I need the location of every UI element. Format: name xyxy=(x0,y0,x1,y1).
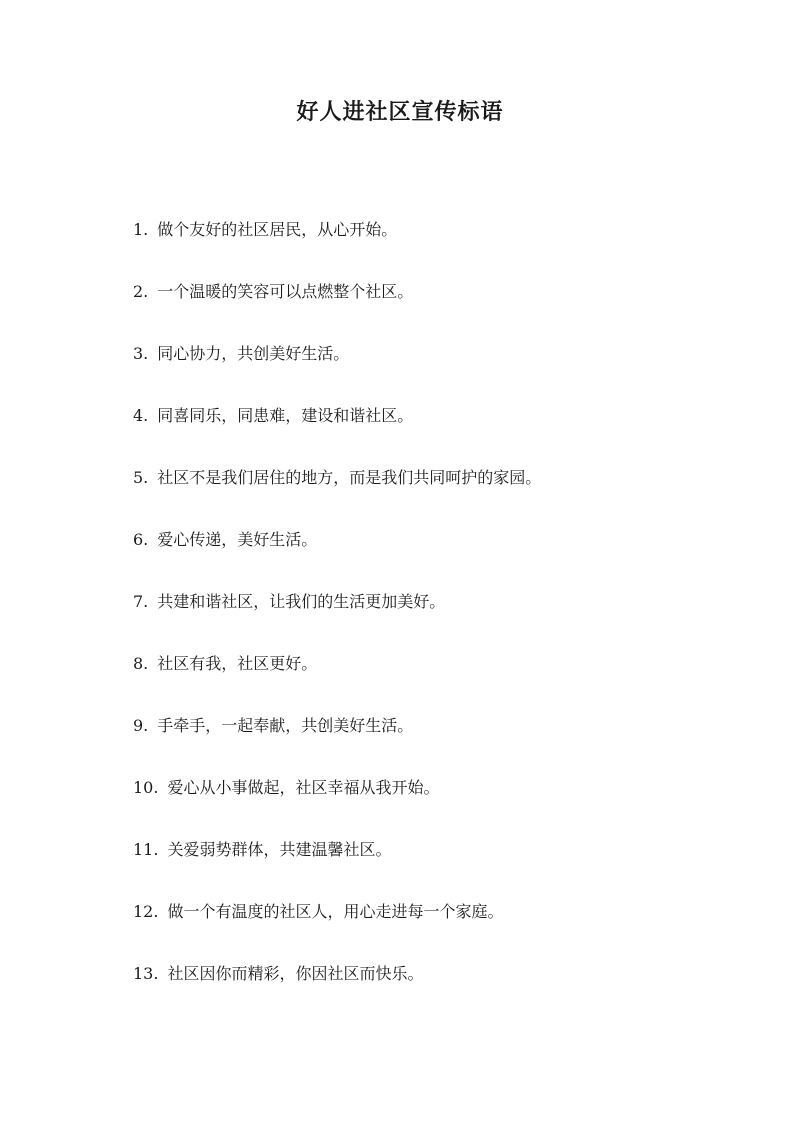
list-item xyxy=(133,646,753,708)
item-text: 社区因你而精彩，你因社区而快乐。 xyxy=(167,964,424,983)
list-item xyxy=(133,336,753,398)
item-text: 一个温暖的笑容可以点燃整个社区。 xyxy=(157,282,414,301)
item-number: 1. xyxy=(133,220,149,239)
item-number: 3. xyxy=(133,344,149,363)
list-item xyxy=(133,212,753,274)
list-item xyxy=(133,708,753,770)
item-text: 社区有我，社区更好。 xyxy=(157,654,318,673)
list-item xyxy=(133,274,753,336)
item-number: 4. xyxy=(133,406,149,425)
item-number: 7. xyxy=(133,592,149,611)
item-text: 爱心从小事做起，社区幸福从我开始。 xyxy=(167,778,440,797)
item-text: 关爱弱势群体，共建温馨社区。 xyxy=(167,840,392,859)
item-text: 爱心传递，美好生活。 xyxy=(157,530,318,549)
item-number: 13. xyxy=(133,964,159,983)
list-item xyxy=(133,460,753,522)
item-number: 9. xyxy=(133,716,149,735)
item-number: 8. xyxy=(133,654,149,673)
item-number: 6. xyxy=(133,530,149,549)
item-text: 同喜同乐，同患难，建设和谐社区。 xyxy=(157,406,414,425)
page-title: 好人进社区宣传标语 xyxy=(296,99,504,125)
item-number: 11. xyxy=(133,840,159,859)
item-text: 做一个有温度的社区人，用心走进每一个家庭。 xyxy=(167,902,504,921)
item-text: 共建和谐社区，让我们的生活更加美好。 xyxy=(157,592,446,611)
list-item xyxy=(133,770,753,832)
item-text: 做个友好的社区居民，从心开始。 xyxy=(157,220,398,239)
list-item xyxy=(133,398,753,460)
slogan-list xyxy=(133,212,753,1018)
item-text: 社区不是我们居住的地方，而是我们共同呵护的家园。 xyxy=(157,468,542,487)
item-number: 12. xyxy=(133,902,159,921)
list-item xyxy=(133,894,753,956)
item-text: 手牵手，一起奉献，共创美好生活。 xyxy=(157,716,414,735)
item-number: 10. xyxy=(133,778,159,797)
list-item xyxy=(133,522,753,584)
list-item xyxy=(133,584,753,646)
list-item xyxy=(133,832,753,894)
list-item xyxy=(133,956,753,1018)
item-text: 同心协力，共创美好生活。 xyxy=(157,344,350,363)
item-number: 5. xyxy=(133,468,149,487)
item-number: 2. xyxy=(133,282,149,301)
